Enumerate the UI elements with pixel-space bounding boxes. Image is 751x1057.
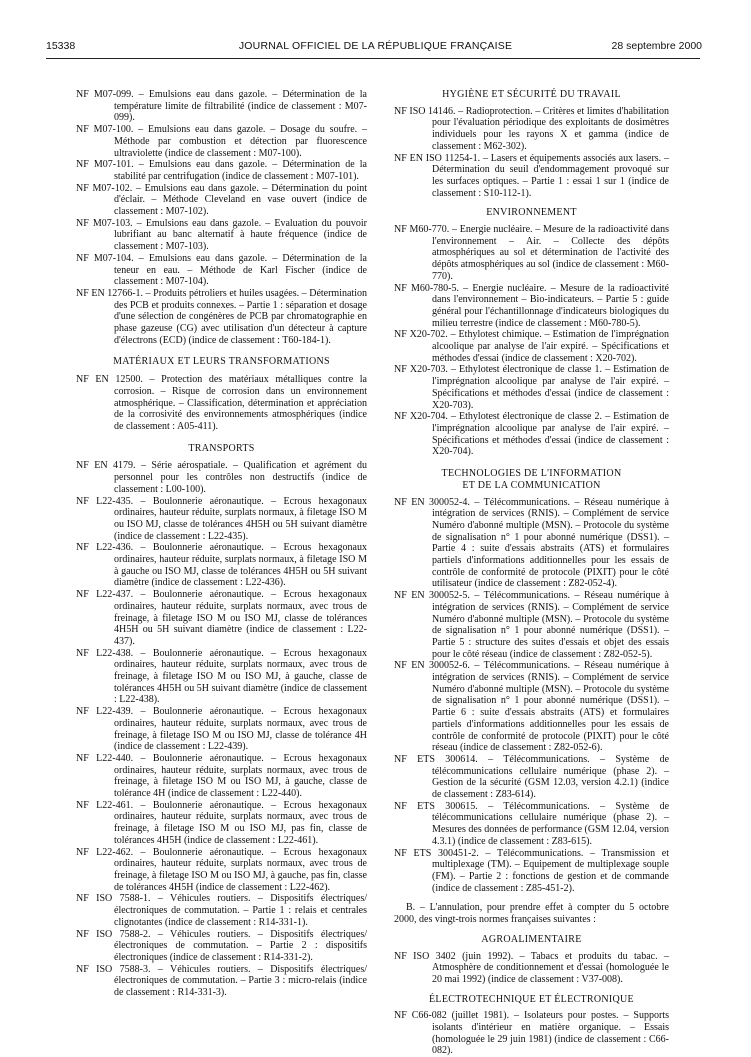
standard-reference: NF ISO 7588-3. (76, 963, 151, 975)
standard-reference: NF L22-462. (76, 846, 134, 858)
standard-entry (394, 329, 669, 364)
entry-list-transports (76, 460, 367, 998)
standard-entry (394, 497, 669, 591)
standard-reference: NF M07-102. (76, 182, 133, 194)
standard-description: – Protection des matériaux métalliques contre la corrosion. – Risque de corrosion dans un environnement atmosphérique. – Classification, détermination et appréciation de la corrosivité des environnements atmosphériques (indice de classement : A05-411). (114, 374, 367, 432)
standard-entry (394, 224, 669, 283)
section-heading-materiaux: MATÉRIAUX ET LEURS TRANSFORMATIONS (113, 356, 330, 368)
standard-entry (76, 847, 367, 894)
standard-entry (76, 496, 367, 543)
standard-entry (76, 706, 367, 753)
standard-description: (juin 1992). – Tabacs et produits du tabac. – Atmosphère de conditionnement et d'essai (homologuée le 20 mai 1992) (indice de classement : V37-008). (432, 950, 669, 985)
standard-reference: NF ISO 7588-1. (76, 893, 151, 905)
left-column (76, 89, 367, 999)
standard-description: – Emulsions eau dans gazole. – Détermination de la teneur en eau. – Méthode de Karl Fischer (indice de classement : M07-104). (114, 252, 367, 288)
standard-description: – Boulonnerie aéronautique. – Ecrous hexagonaux ordinaires, hauteur réduite, surplats normaux, avec trous de freinage, à filetage ISO M ou ISO MJ, classe de tolérances 4H5H ou 5H suivant diamètre (indice de classement : L22-437). (114, 589, 367, 647)
standard-reference: NF L22-437. (76, 589, 134, 601)
section-heading-environnement: ENVIRONNEMENT (486, 207, 577, 219)
standard-reference: NF X20-703. (394, 364, 448, 376)
entry-list-agroalimentaire (394, 951, 669, 986)
standard-description: – Ethylotest électronique de classe 1. – Estimation de l'imprégnation alcoolique par analyse de l'air expiré. – Spécifications et méthodes d'essai (indice de classement : X20-703). (432, 364, 669, 411)
standard-reference: NF ISO 7588-2. (76, 928, 151, 940)
standard-description: (juillet 1981). – Isolateurs pour postes. – Supports isolants d'intérieur en matière organique. – Essais (homologuée le 29 juin 1981) (indice de classement : C66-082). (432, 1010, 669, 1057)
standard-entry (76, 183, 367, 218)
standard-reference: NF EN 300052-6. (394, 660, 470, 672)
standard-description: – Ethylotest chimique. – Estimation de l'imprégnation alcoolique par analyse de l'air expiré. – Spécifications et méthodes d'essai (indice de classement : X20-702). (432, 329, 669, 364)
standard-entry (394, 1010, 669, 1057)
standard-reference: NF EN 300052-4. (394, 496, 470, 508)
standard-entry (394, 590, 669, 660)
standard-entry (76, 648, 367, 707)
standard-description: – Lasers et équipements associés aux lasers. – Détermination du seuil d'endommagement provoqué sur les surfaces optiques. – Partie 1 : essai 1 sur 1 (indice de classement : S10-112-1). (432, 152, 669, 199)
standard-reference: NF C66-082 (394, 1010, 447, 1022)
standard-description: – Véhicules routiers. – Dispositifs électriques/électroniques de commutation. – Partie 3 : micro-relais (indice de classement : R14-331-3). (114, 963, 368, 999)
standard-reference: NF L22-440. (76, 752, 134, 764)
standard-reference: NF L22-438. (76, 647, 134, 659)
standard-reference: NF M60-780-5. (394, 282, 459, 294)
entry-list-materiaux (76, 374, 367, 433)
standard-description: – Emulsions eau dans gazole. – Détermination de la stabilité par centrifugation (indice de classement : M07-101). (114, 159, 367, 182)
entry-list-electrotechnique (394, 1010, 669, 1057)
standard-description: – Boulonnerie aéronautique. – Ecrous hexagonaux ordinaires, hauteur réduite, surplats normaux, avec trous de freinage, à filetage ISO M ou ISO MJ, à gauche, classe de tolérance 4H (indice de classement : L22-440). (114, 752, 367, 800)
standard-entry (76, 800, 367, 847)
standard-description: – Télécommunications. – Réseau numérique à intégration de services (RNIS). – Complément de service Numéro d'abonné multiple (MSN). – Protocole du système de signalisation n° 1 pour abonné numérique (DSS1). – Partie 5 : structure des suites d'essais et objet des essais pour le côté réseau (indice de classement : Z82-052-5). (432, 590, 669, 660)
standard-reference: NF M07-099. (76, 89, 134, 100)
standard-description: – Télécommunications. – Système de télécommunications cellulaire numérique (phase 2). – Mesures des données de performance (GSM 12.04, version 4.3.1) (indice de classement : Z83-615). (432, 800, 670, 847)
section-heading-hygiene: HYGIÈNE ET SÉCURITÉ DU TRAVAIL (442, 89, 621, 100)
standard-reference: NF EN 12500. (76, 374, 143, 386)
standard-reference: NF EN 300052-5. (394, 590, 470, 602)
annulation-paragraph: B. – L'annulation, pour prendre effet à compter du 5 octobre 2000, des vingt-trois normes françaises suivantes : (394, 902, 669, 926)
standard-description: – Boulonnerie aéronautique. – Ecrous hexagonaux ordinaires, hauteur réduite, surplats normaux, avec trous de freinage, à filetage ISO M ou ISO MJ, à gauche, classe de tolérances 4H5H ou 5H suivant diamètre (indice de classement : L22-438). (114, 647, 367, 706)
standard-reference: NF ETS 300615. (394, 800, 478, 812)
standard-description: – Ethylotest électronique de classe 2. – Estimation de l'imprégnation alcoolique par analyse de l'air expiré. – Spécifications et méthodes d'essai (indice de classement : X20-704). (432, 411, 669, 458)
standard-entry (394, 411, 669, 458)
standard-description: – Emulsions eau dans gazole. – Détermination de la température limite de filtrabilité (indice de classement : M07-099). (114, 89, 367, 124)
standard-entry (76, 253, 367, 288)
standard-description: – Energie nucléaire. – Mesure de la radioactivité dans l'environnement – Air. – Collecte des dépôts atmosphériques au sol et détermination de l'activité des dépôts atmosphériques au sol (indice de classement : M60-770). (432, 224, 669, 282)
standard-entry (76, 460, 367, 495)
standard-entry (394, 106, 669, 153)
standard-entry (394, 801, 669, 848)
standard-description: – Energie nucléaire. – Mesure de la radioactivité dans l'environnement – Bio-indicateurs. – Partie 5 : guide général pour l'échantillonnage d'indicateurs biologiques du milieu terrestre (indice de classement : M60-780-5). (432, 282, 669, 329)
standard-entry (76, 218, 367, 253)
section-heading-agroalimentaire: AGROALIMENTAIRE (481, 933, 582, 945)
standard-entry (76, 589, 367, 648)
section-heading-technologies-line2: ET DE LA COMMUNICATION (462, 479, 601, 491)
standard-entry (394, 660, 669, 754)
standard-reference: NF L22-435. (76, 495, 134, 507)
standard-reference: NF M07-100. (76, 124, 134, 136)
standard-description: – Radioprotection. – Critères et limites d'habilitation pour l'évaluation périodique des exploitants de dosimètres individuels pour les rayons X et gamma (indice de classement : M62-302). (432, 105, 669, 152)
standard-reference: NF L22-439. (76, 706, 134, 718)
section-heading-transports: TRANSPORTS (188, 442, 255, 454)
standard-reference: NF EN 4179. (76, 460, 136, 472)
standard-reference: NF ISO 3402 (394, 950, 456, 962)
standard-entry (76, 89, 367, 124)
standard-reference: NF ETS 300451-2. (394, 847, 479, 859)
standard-entry (76, 893, 367, 928)
entry-list-environnement (394, 224, 669, 458)
header-rule (46, 58, 700, 59)
standard-description: – Véhicules routiers. – Dispositifs électriques/électroniques de commutation. – Partie 2 : dispositifs électroniques (indice de classement : R14-331-2). (114, 928, 368, 963)
standard-reference: NF L22-461. (76, 799, 134, 811)
standard-reference: NF ISO 14146. (394, 105, 456, 117)
standard-entry (76, 753, 367, 800)
standard-reference: NF M07-104. (76, 252, 134, 264)
standard-entry (76, 964, 367, 999)
standard-description: – Produits pétroliers et huiles usagées. – Détermination des PCB et produits connexes. – Partie 1 : séparation et dosage d'une sélection de congénères de PCB par chromatographie en phase gazeuse (CG) avec utilisation d'un détecteur à capture d'électrons (ECD) (indice de classement : T60-184-1). (114, 287, 367, 346)
standard-description: – Boulonnerie aéronautique. – Ecrous hexagonaux ordinaires, hauteur réduite, surplats normaux, à filetage ISO M à gauche ou ISO MJ, classe de tolérances 4H5H ou 5H suivant diamètre (indice de classement : L22-436). (114, 542, 367, 589)
entry-list-hygiene (394, 106, 669, 200)
standard-reference: NF X20-704. (394, 411, 448, 423)
standard-description: – Télécommunications. – Système de télécommunications cellulaire numérique (phase 2). – Gestion de la sécurité (GSM 12.03, version 4.2.1) (indice de classement : Z83-614). (432, 753, 670, 801)
standard-description: – Boulonnerie aéronautique. – Ecrous hexagonaux ordinaires, hauteur réduite, surplats normaux, avec trous de freinage, à filetage ISO M ou ISO MJ, pas fin, classe de tolérances 4H5H (indice de classement : L22-461). (114, 799, 367, 846)
standard-entry (76, 124, 367, 159)
standard-reference: NF X20-702. (394, 329, 448, 341)
standard-reference: NF M60-770. (394, 224, 450, 236)
standard-description: – Boulonnerie aéronautique. – Ecrous hexagonaux ordinaires, hauteur réduite, surplats normaux, à filetage ISO M ou ISO MJ, classe de tolérances 4H5H ou 5H suivant diamètre (indice de classement : L22-435). (114, 495, 367, 542)
journal-title: JOURNAL OFFICIEL DE LA RÉPUBLIQUE FRANÇAISE (238, 40, 513, 52)
standard-entry (76, 288, 367, 347)
entry-list-technologies (394, 497, 669, 895)
publication-date: 28 septembre 2000 (611, 40, 702, 52)
standard-description: – Boulonnerie aéronautique. – Ecrous hexagonaux ordinaires, hauteur réduite, surplats normaux, avec trous de freinage, à filetage ISO M ou ISO MJ, classe de tolérance 4H (indice de classement : L22-439). (114, 706, 367, 753)
standard-entry (394, 283, 669, 330)
standard-entry (76, 159, 367, 182)
standard-reference: NF ETS 300614. (394, 753, 478, 765)
standard-description: – Emulsions eau dans gazole. – Dosage du soufre. – Méthode par combustion et détection par fluorescence ultraviolette (indice de classement : M07-100). (114, 124, 367, 159)
standard-description: – Véhicules routiers. – Dispositifs électriques/électroniques de commutation. – Partie 1 : relais et centrales clignotantes (indice de classement : R14-331-1). (114, 893, 368, 928)
standard-description: – Télécommunications. – Réseau numérique à intégration de services (RNIS). – Complément de service Numéro d'abonné multiple (MSN). – Protocole du système de signalisation n° 1 pour abonné numérique (DSS1). – Partie 6 : suite d'essais abstraits (ATS) et formulaires partiels d'informations additionnelles pour les essais de contrôle de conformité de protocole (PIXIT) pour le côté réseau (indice de classement : Z82-052-6). (432, 660, 669, 754)
right-column (394, 89, 669, 1057)
standard-description: – Série aérospatiale. – Qualification et agrément du personnel pour les contrôles non destructifs (indice de classement : L00-100). (114, 460, 367, 495)
standard-entry (394, 364, 669, 411)
standard-description: – Boulonnerie aéronautique. – Ecrous hexagonaux ordinaires, hauteur réduite, surplats normaux, avec trous de freinage, à filetage ISO M ou ISO MJ, à gauche, pas fin, classe de tolérances 4H5H (indice de classement : L22-462). (114, 846, 367, 893)
standard-reference: NF L22-436. (76, 542, 134, 554)
entry-list-petroleum (76, 89, 367, 346)
standard-entry (394, 951, 669, 986)
standard-entry (394, 153, 669, 200)
standard-entry (76, 374, 367, 433)
standard-reference: NF M07-101. (76, 159, 134, 171)
standard-entry (76, 542, 367, 589)
standard-reference: NF EN ISO 11254-1. (394, 152, 481, 164)
standard-description: – Emulsions eau dans gazole. – Détermination du point d'éclair. – Méthode Cleveland en vase ouvert (indice de classement : M07-102). (114, 182, 368, 218)
section-heading-electrotechnique: ÉLECTROTECHNIQUE ET ÉLECTRONIQUE (429, 993, 634, 1005)
standard-reference: NF M07-103. (76, 217, 133, 229)
standard-reference: NF EN 12766-1. (76, 287, 144, 299)
section-heading-technologies-line1: TECHNOLOGIES DE L'INFORMATION (441, 468, 622, 480)
standard-description: – Télécommunications. – Transmission et multiplexage (TM). – Equipement de multiplexage souple (FM). – Partie 2 : fonctions de gestion et de commande (indice de classement : Z85-451-2). (432, 847, 669, 894)
standard-entry (394, 754, 669, 801)
standard-entry (76, 929, 367, 964)
standard-entry (394, 848, 669, 895)
standard-description: – Emulsions eau dans gazole. – Evaluation du pouvoir lubrifiant au banc alternatif à haute fréquence (indice de classement : M07-103). (114, 217, 367, 253)
page-number: 15338 (46, 40, 76, 52)
standard-description: – Télécommunications. – Réseau numérique à intégration de services (RNIS). – Complément de service Numéro d'abonné multiple (MSN). – Protocole du système de signalisation n° 1 pour abonné numérique (DSS1). – Partie 4 : suite d'essais abstraits (ATS) et formulaires partiels d'informations additionnelles pour les essais de contrôle de conformité de protocole (PIXIT) pour le côté utilisateur (indice de classement : Z82-052-4). (432, 496, 669, 590)
